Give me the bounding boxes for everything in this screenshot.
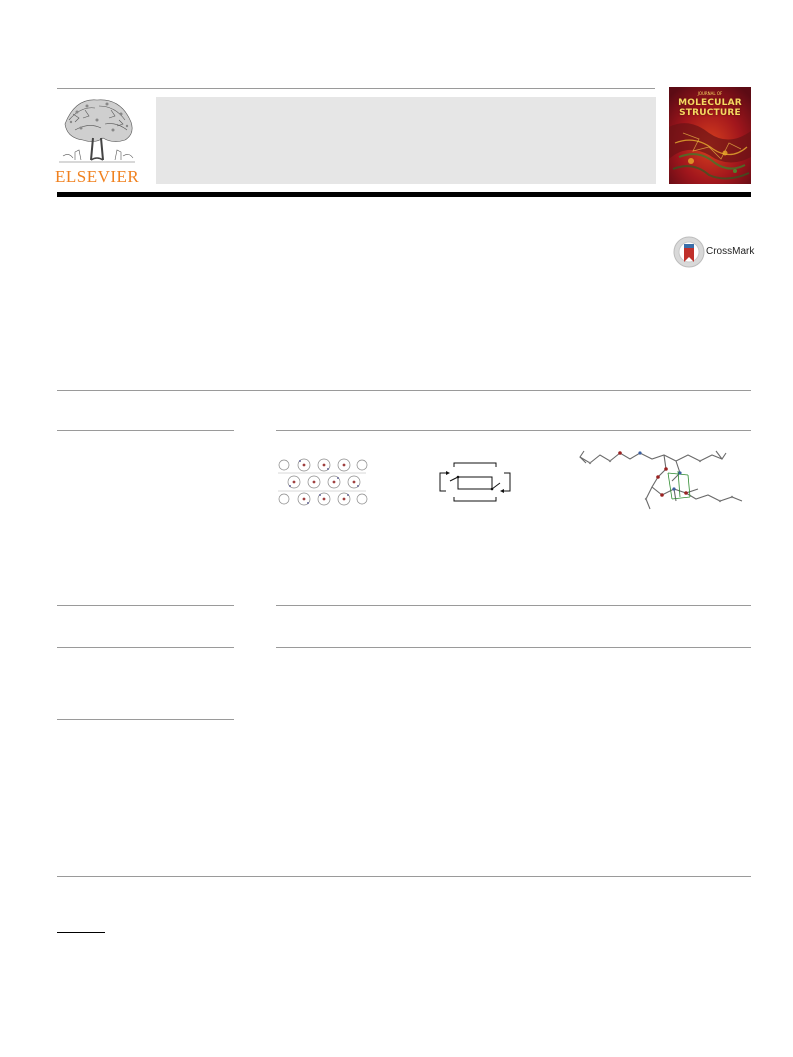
article-info-top-rule xyxy=(57,390,751,391)
left-column-rule-3 xyxy=(57,647,234,648)
left-column-rule-1 xyxy=(57,430,234,431)
journal-header-banner xyxy=(156,97,656,184)
journal-cover-title-line1: MOLECULAR xyxy=(678,98,742,108)
crystal-packing-image xyxy=(276,455,368,509)
right-column-rule-2 xyxy=(276,605,751,606)
graphical-abstract-figure-molecule xyxy=(576,443,746,513)
right-column-rule-3 xyxy=(276,647,751,648)
graphical-abstract-figure-synthon xyxy=(436,459,514,505)
crossmark-icon xyxy=(673,236,705,268)
journal-cover-title-line2: STRUCTURE xyxy=(679,108,741,118)
journal-cover-subtitle: JOURNAL OF xyxy=(697,91,723,96)
header-thick-rule xyxy=(57,192,751,197)
molecular-structure-image xyxy=(576,443,746,513)
footnote-rule xyxy=(57,932,105,933)
crossmark-label: CrossMark xyxy=(706,246,755,257)
dimer-synthon-diagram xyxy=(436,459,514,505)
header-top-rule xyxy=(57,88,655,89)
right-column-rule-1 xyxy=(276,430,751,431)
elsevier-tree-icon xyxy=(55,94,139,168)
graphical-abstract-figure-packing xyxy=(276,455,368,509)
left-column-rule-2 xyxy=(57,605,234,606)
publisher-name: ELSEVIER xyxy=(55,167,140,186)
journal-cover[interactable] xyxy=(669,87,751,184)
body-divider-rule xyxy=(57,876,751,877)
left-column-rule-4 xyxy=(57,719,234,720)
